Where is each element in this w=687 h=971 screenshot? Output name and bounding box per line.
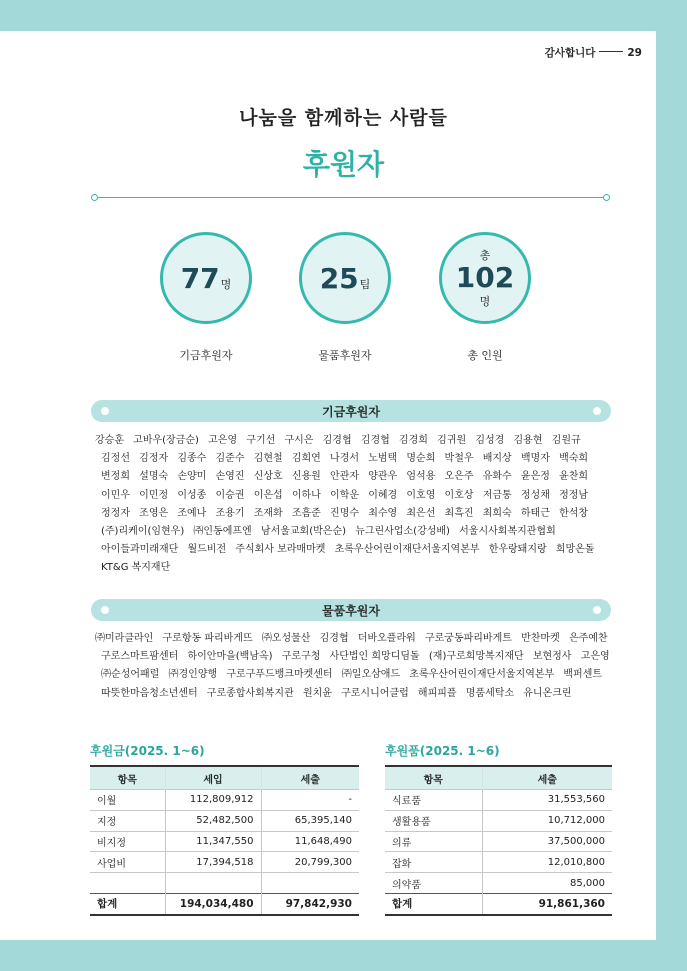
donor-name: 고바우(장금순) (133, 435, 199, 446)
column-header: 세입 (165, 766, 261, 790)
donor-name: 보현정사 (532, 651, 572, 663)
donor-name: 김경협 (319, 633, 349, 644)
donor-name: 고은영 (580, 651, 610, 663)
donor-name: 손영진 (215, 471, 245, 483)
donor-name: 명품세탁소 (465, 687, 515, 699)
donor-name: 김경협 (360, 435, 390, 446)
donor-name: 이성종 (177, 489, 207, 501)
funds-table-title: 후원금(2025. 1~6) (90, 744, 205, 758)
table-cell: 이월 (90, 790, 165, 811)
donor-name: 배지상 (482, 453, 512, 465)
donor-name: 이학운 (330, 489, 360, 501)
donor-name: 이민정 (139, 489, 169, 501)
table-cell: 잡화 (385, 852, 482, 873)
donor-name: 백퍼센트 (563, 669, 603, 681)
stat-prefix: 총 (479, 249, 491, 262)
table-cell: 식료품 (385, 790, 482, 811)
table-row (385, 790, 612, 811)
donor-name: 은주예찬 (568, 633, 608, 644)
donor-name: KT&G 복지재단 (101, 562, 171, 574)
stat-circle-fund-donors (160, 232, 252, 324)
column-header: 세출 (482, 766, 612, 790)
table-cell: 11,648,490 (261, 831, 359, 852)
donor-name: 초록우산어린이재단서울지역본부 (409, 669, 555, 681)
table-cell: 11,347,550 (165, 831, 261, 852)
goods-table (385, 765, 612, 916)
fund-donors-heading: 기금후원자 (322, 404, 380, 419)
donor-name: 김준수 (215, 453, 245, 465)
table-cell: 지정 (90, 810, 165, 831)
funds-table (90, 765, 359, 916)
donor-name: 김현철 (253, 453, 283, 465)
donor-name: ㈜인동에프엔 (193, 526, 252, 538)
title-divider (95, 197, 606, 198)
donor-name: 이호영 (406, 489, 436, 501)
table-cell: 194,034,480 (165, 893, 261, 914)
donor-name: 주식회사 보라매마켓 (235, 544, 326, 556)
donor-name: 김경협 (322, 435, 352, 446)
donor-name: 아이들과미래재단 (101, 544, 179, 556)
donor-name: 서울시사회복지관협회 (459, 526, 556, 538)
stat-unit: 팀 (359, 277, 371, 291)
stat-circle-goods-donors (299, 232, 391, 324)
table-row (90, 852, 359, 873)
donor-name: 뉴그린사업소(강성배) (355, 526, 450, 538)
goods-table-title: 후원품(2025. 1~6) (385, 744, 500, 758)
donor-name: 설명숙 (139, 471, 169, 483)
page-header (545, 45, 642, 60)
header-rule (599, 51, 623, 52)
donor-name: 진명수 (330, 507, 360, 519)
donor-name: 고은영 (208, 435, 238, 446)
table-cell: 합계 (385, 893, 482, 914)
goods-donors-heading-bar (91, 599, 611, 621)
donor-name: 오은주 (444, 471, 474, 483)
stat-label-total: 총 인원 (467, 349, 503, 362)
table-cell: 31,553,560 (482, 790, 612, 811)
donor-name: ㈜순성어패럴 (101, 669, 160, 681)
donor-name: 최희숙 (482, 507, 512, 519)
donor-name: 한우랑돼지랑 (488, 544, 547, 556)
table-cell: 17,394,518 (165, 852, 261, 873)
stat-unit: 명 (220, 277, 232, 291)
stat-label-goods-donors: 물품후원자 (318, 349, 372, 362)
donor-name: 김용현 (513, 435, 543, 446)
donor-name: 최수영 (368, 507, 398, 519)
stat-circle-total (439, 232, 531, 324)
donor-name: 김희연 (291, 453, 321, 465)
stat-value: 102 (455, 261, 515, 294)
donor-name: 구로궁동파리바게트 (424, 633, 512, 644)
donor-name: 윤은정 (520, 471, 550, 483)
table-row (90, 790, 359, 811)
donor-name: 유니온크린 (523, 687, 572, 699)
donor-name: ㈜경인양행 (168, 669, 218, 681)
donor-name: 조용기 (215, 507, 245, 519)
table-cell: 65,395,140 (261, 810, 359, 831)
donor-name: 구시은 (284, 435, 314, 446)
donor-name: 이민우 (101, 489, 130, 501)
donor-name: 변정희 (101, 471, 130, 483)
page-number: 29 (627, 47, 642, 59)
donor-name: 유화수 (482, 471, 512, 483)
donor-name: 김경희 (398, 435, 428, 446)
column-header: 항목 (90, 766, 165, 790)
page-title: 후원자 (302, 148, 385, 181)
donor-name: 초록우산어린이재단서울지역본부 (334, 544, 480, 556)
donor-name: 원치윤 (302, 687, 332, 699)
stat-value: 25 (319, 261, 359, 295)
donor-name: 조흠준 (291, 507, 321, 519)
table-cell: 20,799,300 (261, 852, 359, 873)
donor-name: 신상호 (253, 471, 283, 483)
fund-donors-list (95, 432, 617, 578)
donor-name: 최은선 (406, 507, 436, 519)
donor-name: ㈜오성물산 (261, 633, 311, 644)
donor-name: 백숙희 (559, 453, 589, 465)
table-row (385, 873, 612, 894)
table-total-row (90, 893, 359, 914)
donor-name: 박철우 (444, 453, 474, 465)
donor-name: 김종수 (177, 453, 207, 465)
bar-dot-left (101, 606, 109, 614)
column-header: 세출 (261, 766, 359, 790)
donor-name: 구로구푸드뱅크마켓센터 (226, 669, 333, 681)
donor-name: 김정선 (101, 453, 130, 465)
donor-name: 강승훈 (95, 435, 124, 446)
donor-name: 김성경 (475, 435, 505, 446)
stat-unit: 명 (479, 295, 491, 308)
donor-name: 엄석용 (406, 471, 436, 483)
bar-dot-right (593, 606, 601, 614)
donor-name: 남서울교회(박은순) (260, 526, 347, 538)
goods-donors-list (95, 630, 617, 703)
divider-dot-right (603, 194, 610, 201)
table-cell: 사업비 (90, 852, 165, 873)
table-cell: 97,842,930 (261, 893, 359, 914)
table-cell: 112,809,912 (165, 790, 261, 811)
donor-name: 김원규 (551, 435, 581, 446)
table-cell: - (261, 790, 359, 811)
donor-name: 이은섭 (253, 489, 283, 501)
donor-name: 양관우 (368, 471, 398, 483)
donor-name: 이혜경 (368, 489, 398, 501)
donor-name: 구로구청 (281, 651, 321, 663)
donor-name: 이승권 (215, 489, 245, 501)
column-header: 항목 (385, 766, 482, 790)
donor-name: 구로항동 파리바게뜨 (162, 633, 253, 644)
table-row (90, 873, 359, 894)
table-row (385, 852, 612, 873)
donor-name: 정성채 (520, 489, 550, 501)
table-cell: 의약품 (385, 873, 482, 894)
fund-donors-heading-bar (91, 400, 611, 422)
donor-name: 김정자 (139, 453, 169, 465)
donor-name: 한석창 (559, 507, 589, 519)
table-cell: 91,861,360 (482, 893, 612, 914)
section-label: 감사합니다 (544, 47, 596, 59)
donor-name: 손양미 (177, 471, 207, 483)
donor-name: 희망온돌 (555, 544, 595, 556)
donor-name: 해피피플 (417, 687, 457, 699)
donor-name: 안관자 (330, 471, 360, 483)
table-row (90, 831, 359, 852)
donor-name: 구로스마트팜센터 (101, 651, 179, 663)
table-cell: 37,500,000 (482, 831, 612, 852)
table-total-row (385, 893, 612, 914)
table-cell: 의류 (385, 831, 482, 852)
donor-name: 정정자 (101, 507, 130, 519)
donor-name: 백명자 (520, 453, 550, 465)
donor-name: 따뜻한마음청소년센터 (101, 687, 198, 699)
stat-value: 77 (180, 261, 220, 295)
donor-name: ㈜일오삼애드 (341, 669, 401, 681)
donor-name: 조예나 (177, 507, 207, 519)
donor-name: 조재화 (253, 507, 283, 519)
donor-name: 김귀원 (437, 435, 467, 446)
donor-name: 사단법인 희망디딤돌 (329, 651, 420, 663)
donor-name: 하이안마을(백남옥) (187, 651, 273, 663)
donor-name: 윤찬희 (559, 471, 589, 483)
donor-name: 구로종합사회복지관 (206, 687, 294, 699)
donor-name: 구기선 (246, 435, 276, 446)
stat-label-fund-donors: 기금후원자 (179, 349, 233, 362)
donor-name: 신용원 (291, 471, 321, 483)
donor-name: 이하나 (291, 489, 321, 501)
donor-name: 조영은 (139, 507, 169, 519)
donor-name: 구로시니어클럽 (341, 687, 409, 699)
donor-name: ㈜미라클라인 (95, 633, 154, 644)
donor-name: 월드비전 (187, 544, 227, 556)
donor-name: 하태근 (520, 507, 550, 519)
table-cell: 12,010,800 (482, 852, 612, 873)
donor-name: 반찬마켓 (521, 633, 560, 644)
donor-name: 저금통 (482, 489, 512, 501)
donor-name: 더바오플라워 (357, 633, 416, 644)
bar-dot-right (593, 407, 601, 415)
bar-dot-left (101, 407, 109, 415)
table-cell: 생활용품 (385, 810, 482, 831)
table-row (385, 810, 612, 831)
table-cell (90, 873, 165, 894)
donor-name: 노범택 (368, 453, 398, 465)
donor-name: 나경서 (330, 453, 360, 465)
table-cell (165, 873, 261, 894)
donor-name: 정정남 (559, 489, 589, 501)
donor-name: (재)구로희망복지재단 (428, 651, 524, 663)
donor-name: 명순희 (406, 453, 436, 465)
divider-dot-left (91, 194, 98, 201)
table-cell (261, 873, 359, 894)
table-cell: 비지정 (90, 831, 165, 852)
table-cell: 52,482,500 (165, 810, 261, 831)
table-cell: 10,712,000 (482, 810, 612, 831)
donor-name: 이호상 (444, 489, 474, 501)
table-cell: 합계 (90, 893, 165, 914)
donor-name: 최흑진 (444, 507, 474, 519)
donor-name: (주)리케이(임현우) (101, 526, 185, 538)
page-subtitle: 나눔을 함께하는 사람들 (239, 107, 448, 129)
table-row (90, 810, 359, 831)
table-row (385, 831, 612, 852)
table-cell: 85,000 (482, 873, 612, 894)
goods-donors-heading: 물품후원자 (322, 603, 380, 618)
